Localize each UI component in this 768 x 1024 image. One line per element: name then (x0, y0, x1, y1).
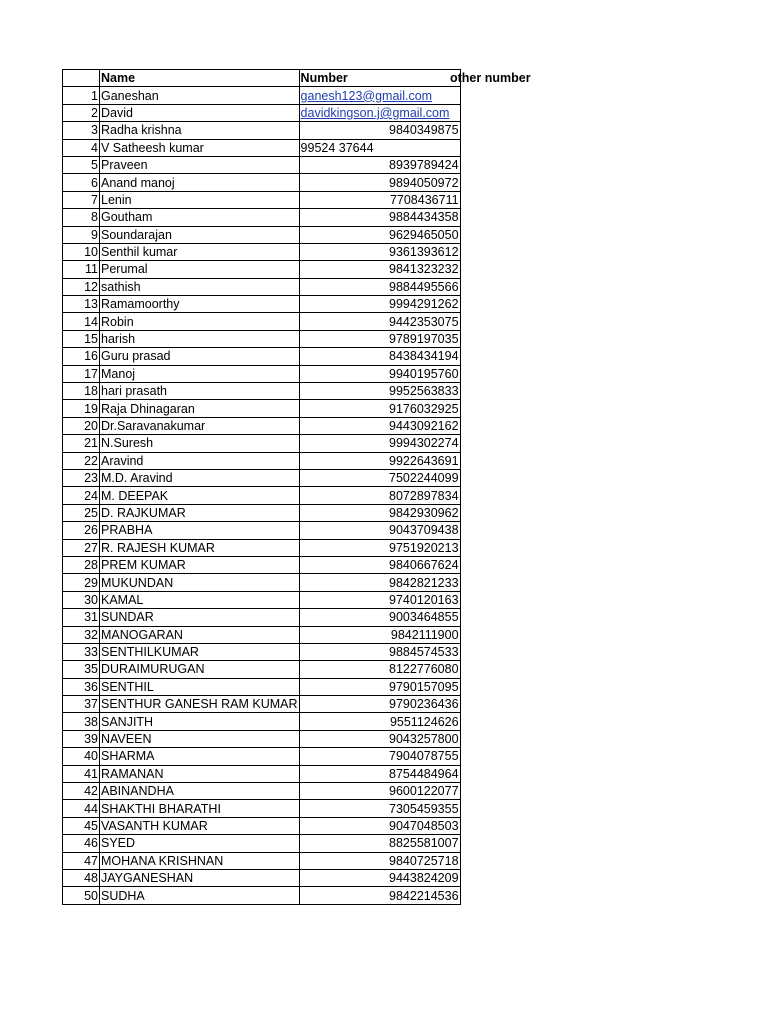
table-row (63, 504, 461, 521)
name-cell[interactable]: VASANTH KUMAR (100, 817, 300, 834)
other-number-column-header[interactable]: other number (450, 71, 531, 85)
email-link[interactable]: ganesh123@gmail.com (300, 88, 433, 103)
number-column-header[interactable]: Number (299, 70, 460, 87)
table-row (63, 713, 461, 730)
table-row (63, 574, 461, 591)
row-index-cell[interactable]: 39 (63, 730, 100, 747)
name-cell[interactable]: KAMAL (100, 591, 300, 608)
row-index-cell[interactable]: 16 (63, 348, 100, 365)
row-index-cell[interactable]: 27 (63, 539, 100, 556)
email-link-cell[interactable] (299, 87, 460, 104)
name-cell[interactable]: M.D. Aravind (100, 469, 300, 486)
number-cell[interactable]: 9840349875 (299, 122, 460, 139)
number-cell[interactable]: 9994302274 (299, 435, 460, 452)
number-cell[interactable]: 7502244099 (299, 469, 460, 486)
row-index-cell[interactable]: 41 (63, 765, 100, 782)
contacts-table (62, 69, 461, 905)
number-cell[interactable]: 9940195760 (299, 365, 460, 382)
row-index-cell[interactable]: 21 (63, 435, 100, 452)
table-row (63, 365, 461, 382)
name-cell[interactable]: SENTHIL (100, 678, 300, 695)
name-cell[interactable]: Dr.Saravanakumar (100, 417, 300, 434)
table-row (63, 191, 461, 208)
number-cell[interactable]: 9443092162 (299, 417, 460, 434)
name-cell[interactable]: M. DEEPAK (100, 487, 300, 504)
number-cell[interactable]: 9790236436 (299, 696, 460, 713)
name-cell[interactable]: MANOGARAN (100, 626, 300, 643)
row-index-cell[interactable]: 1 (63, 87, 100, 104)
table-row (63, 383, 461, 400)
row-index-cell[interactable]: 25 (63, 504, 100, 521)
table-row (63, 122, 461, 139)
number-cell[interactable]: 9842930962 (299, 504, 460, 521)
number-cell[interactable]: 9922643691 (299, 452, 460, 469)
name-cell[interactable]: Soundarajan (100, 226, 300, 243)
name-cell[interactable]: ABINANDHA (100, 783, 300, 800)
header-row (63, 70, 461, 87)
row-index-cell[interactable]: 8 (63, 209, 100, 226)
table-row (63, 209, 461, 226)
name-cell[interactable]: JAYGANESHAN (100, 869, 300, 886)
name-cell[interactable]: Praveen (100, 156, 300, 173)
row-index-cell[interactable]: 31 (63, 609, 100, 626)
name-cell[interactable]: Lenin (100, 191, 300, 208)
row-index-cell[interactable]: 11 (63, 261, 100, 278)
name-cell[interactable]: Perumal (100, 261, 300, 278)
number-cell[interactable]: 9043709438 (299, 522, 460, 539)
table-row (63, 400, 461, 417)
row-index-cell[interactable]: 17 (63, 365, 100, 382)
number-cell[interactable]: 8122776080 (299, 661, 460, 678)
row-index-cell[interactable]: 3 (63, 122, 100, 139)
table-row (63, 313, 461, 330)
table-row (63, 887, 461, 904)
name-cell[interactable]: SYED (100, 835, 300, 852)
number-cell[interactable]: 9361393612 (299, 243, 460, 260)
table-row (63, 243, 461, 260)
table-row (63, 452, 461, 469)
table-row (63, 139, 461, 156)
number-cell[interactable]: 9884574533 (299, 643, 460, 660)
table-row (63, 800, 461, 817)
name-cell[interactable]: David (100, 104, 300, 121)
number-cell[interactable]: 9884434358 (299, 209, 460, 226)
table-row (63, 835, 461, 852)
email-link[interactable]: davidkingson.j@gmail.com (300, 105, 450, 120)
number-cell[interactable]: 9600122077 (299, 783, 460, 800)
table-row (63, 348, 461, 365)
row-index-cell[interactable]: 15 (63, 330, 100, 347)
row-index-cell[interactable]: 38 (63, 713, 100, 730)
row-index-cell[interactable]: 37 (63, 696, 100, 713)
number-cell[interactable]: 9952563833 (299, 383, 460, 400)
number-cell[interactable]: 9003464855 (299, 609, 460, 626)
table-row (63, 104, 461, 121)
table-row (63, 817, 461, 834)
table-row (63, 278, 461, 295)
name-cell[interactable]: hari prasath (100, 383, 300, 400)
row-index-cell[interactable]: 26 (63, 522, 100, 539)
row-index-cell[interactable]: 32 (63, 626, 100, 643)
row-index-cell[interactable]: 9 (63, 226, 100, 243)
name-cell[interactable]: NAVEEN (100, 730, 300, 747)
name-cell[interactable]: Ganeshan (100, 87, 300, 104)
number-cell[interactable]: 8825581007 (299, 835, 460, 852)
table-row (63, 226, 461, 243)
name-cell[interactable]: Manoj (100, 365, 300, 382)
number-cell[interactable]: 7305459355 (299, 800, 460, 817)
number-cell[interactable]: 8939789424 (299, 156, 460, 173)
table-row (63, 556, 461, 573)
number-cell[interactable]: 9841323232 (299, 261, 460, 278)
name-cell[interactable]: SUDHA (100, 887, 300, 904)
number-cell[interactable]: 9047048503 (299, 817, 460, 834)
name-cell[interactable]: SHARMA (100, 748, 300, 765)
name-cell[interactable]: Ramamoorthy (100, 296, 300, 313)
name-cell[interactable]: Robin (100, 313, 300, 330)
row-index-cell[interactable]: 12 (63, 278, 100, 295)
name-cell[interactable]: SENTHILKUMAR (100, 643, 300, 660)
row-index-cell[interactable]: 10 (63, 243, 100, 260)
table-row (63, 643, 461, 660)
number-cell[interactable]: 9443824209 (299, 869, 460, 886)
table-row (63, 330, 461, 347)
number-cell[interactable]: 9840667624 (299, 556, 460, 573)
row-index-cell[interactable]: 24 (63, 487, 100, 504)
name-cell[interactable]: harish (100, 330, 300, 347)
number-cell[interactable]: 7708436711 (299, 191, 460, 208)
row-index-cell[interactable]: 2 (63, 104, 100, 121)
number-cell[interactable]: 9551124626 (299, 713, 460, 730)
name-cell[interactable]: DURAIMURUGAN (100, 661, 300, 678)
table-row (63, 626, 461, 643)
row-index-cell[interactable]: 4 (63, 139, 100, 156)
name-cell[interactable]: PRABHA (100, 522, 300, 539)
table-row (63, 469, 461, 486)
table-row (63, 678, 461, 695)
row-index-cell[interactable]: 14 (63, 313, 100, 330)
name-column-header[interactable]: Name (100, 70, 300, 87)
row-index-cell[interactable]: 47 (63, 852, 100, 869)
number-cell[interactable]: 9789197035 (299, 330, 460, 347)
row-index-cell[interactable]: 6 (63, 174, 100, 191)
name-cell[interactable]: Goutham (100, 209, 300, 226)
number-cell[interactable]: 9740120163 (299, 591, 460, 608)
table-row (63, 156, 461, 173)
row-index-cell[interactable]: 45 (63, 817, 100, 834)
name-cell[interactable]: RAMANAN (100, 765, 300, 782)
number-cell[interactable]: 9176032925 (299, 400, 460, 417)
table-row (63, 174, 461, 191)
number-cell[interactable]: 9884495566 (299, 278, 460, 295)
name-cell[interactable]: MOHANA KRISHNAN (100, 852, 300, 869)
table-row (63, 296, 461, 313)
table-row (63, 591, 461, 608)
table-row (63, 487, 461, 504)
number-cell[interactable]: 99524 37644 (299, 139, 460, 156)
number-cell[interactable]: 9840725718 (299, 852, 460, 869)
number-cell[interactable]: 9790157095 (299, 678, 460, 695)
number-cell[interactable]: 9842111900 (299, 626, 460, 643)
table-row (63, 783, 461, 800)
number-cell[interactable]: 9629465050 (299, 226, 460, 243)
index-column-header[interactable] (63, 70, 100, 87)
row-index-cell[interactable]: 20 (63, 417, 100, 434)
number-cell[interactable]: 9994291262 (299, 296, 460, 313)
row-index-cell[interactable]: 23 (63, 469, 100, 486)
row-index-cell[interactable]: 35 (63, 661, 100, 678)
number-cell[interactable]: 8438434194 (299, 348, 460, 365)
number-cell[interactable]: 9751920213 (299, 539, 460, 556)
name-cell[interactable]: N.Suresh (100, 435, 300, 452)
name-cell[interactable]: Raja Dhinagaran (100, 400, 300, 417)
number-cell[interactable]: 8754484964 (299, 765, 460, 782)
table-row (63, 765, 461, 782)
row-index-cell[interactable]: 28 (63, 556, 100, 573)
name-cell[interactable]: SANJITH (100, 713, 300, 730)
row-index-cell[interactable]: 33 (63, 643, 100, 660)
table-row (63, 261, 461, 278)
row-index-cell[interactable]: 22 (63, 452, 100, 469)
table-row (63, 869, 461, 886)
name-cell[interactable]: Radha krishna (100, 122, 300, 139)
table-row (63, 748, 461, 765)
table-row (63, 435, 461, 452)
name-cell[interactable]: PREM KUMAR (100, 556, 300, 573)
table-row (63, 730, 461, 747)
row-index-cell[interactable]: 18 (63, 383, 100, 400)
number-cell[interactable]: 9842214536 (299, 887, 460, 904)
name-cell[interactable]: sathish (100, 278, 300, 295)
name-cell[interactable]: V Satheesh kumar (100, 139, 300, 156)
row-index-cell[interactable]: 44 (63, 800, 100, 817)
name-cell[interactable]: D. RAJKUMAR (100, 504, 300, 521)
name-cell[interactable]: SHAKTHI BHARATHI (100, 800, 300, 817)
email-link-cell[interactable] (299, 104, 460, 121)
row-index-cell[interactable]: 40 (63, 748, 100, 765)
number-cell[interactable]: 7904078755 (299, 748, 460, 765)
name-cell[interactable]: Guru prasad (100, 348, 300, 365)
row-index-cell[interactable]: 42 (63, 783, 100, 800)
table-row (63, 417, 461, 434)
table-row (63, 539, 461, 556)
row-index-cell[interactable]: 50 (63, 887, 100, 904)
row-index-cell[interactable]: 48 (63, 869, 100, 886)
table-row (63, 696, 461, 713)
name-cell[interactable]: SUNDAR (100, 609, 300, 626)
row-index-cell[interactable]: 13 (63, 296, 100, 313)
row-index-cell[interactable]: 29 (63, 574, 100, 591)
name-cell[interactable]: Anand manoj (100, 174, 300, 191)
name-cell[interactable]: Senthil kumar (100, 243, 300, 260)
name-cell[interactable]: SENTHUR GANESH RAM KUMAR (101, 697, 298, 712)
row-index-cell[interactable]: 7 (63, 191, 100, 208)
name-cell[interactable]: MUKUNDAN (100, 574, 300, 591)
number-cell[interactable]: 9894050972 (299, 174, 460, 191)
number-cell[interactable]: 9442353075 (299, 313, 460, 330)
row-index-cell[interactable]: 5 (63, 156, 100, 173)
row-index-cell[interactable]: 30 (63, 591, 100, 608)
number-cell[interactable]: 8072897834 (299, 487, 460, 504)
number-cell[interactable]: 9842821233 (299, 574, 460, 591)
table-row (63, 609, 461, 626)
table-row (63, 87, 461, 104)
table-row (63, 852, 461, 869)
number-cell[interactable]: 9043257800 (299, 730, 460, 747)
table-row (63, 661, 461, 678)
table-row (63, 522, 461, 539)
row-index-cell[interactable]: 46 (63, 835, 100, 852)
name-cell[interactable]: R. RAJESH KUMAR (100, 539, 300, 556)
row-index-cell[interactable]: 19 (63, 400, 100, 417)
name-cell[interactable]: Aravind (100, 452, 300, 469)
row-index-cell[interactable]: 36 (63, 678, 100, 695)
